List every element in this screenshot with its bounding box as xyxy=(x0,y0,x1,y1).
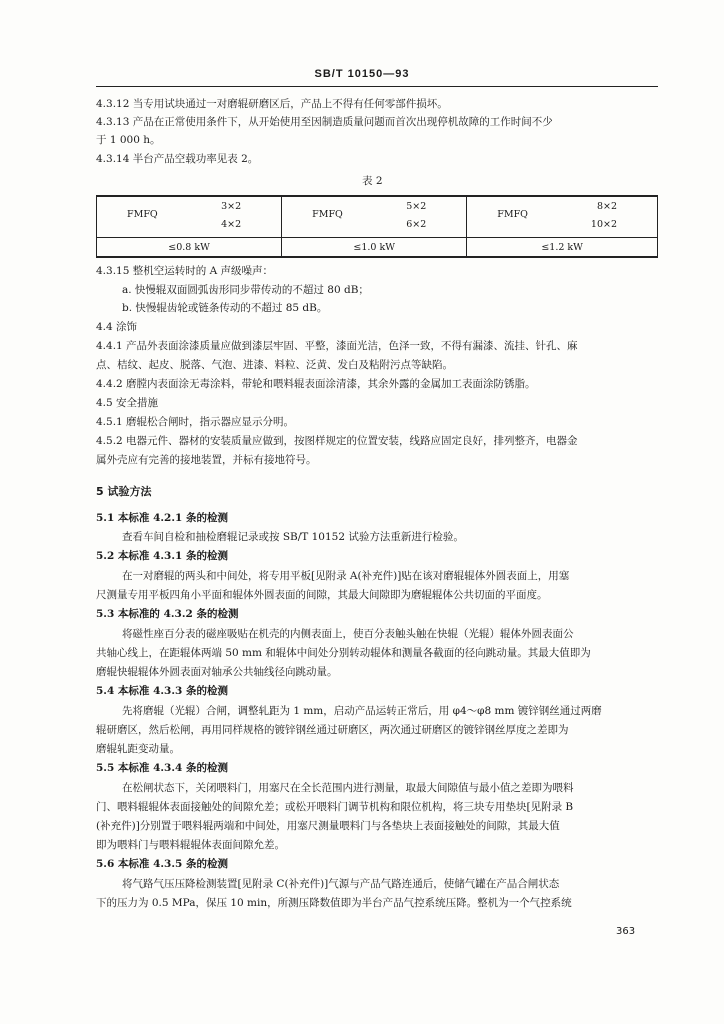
clause-5-4-text-1: 先将磨辊（光辊）合闸，调整轧距为 1 mm，启动产品运转正常后，用 φ4～φ8 mm 镀锌钢丝通过两磨 xyxy=(122,705,602,717)
clause-4-5-1: 4.5.1 磨辊松合闸时，指示器应显示分明。 xyxy=(96,416,295,428)
clause-4-3-12: 4.3.12 当专用试块通过一对磨辊研磨区后，产品上不得有任何零部件损坏。 xyxy=(96,98,448,110)
group-2-power: ≤1.0 kW xyxy=(282,238,467,258)
clause-4-3-15-b: b. 快慢辊齿轮或链条传动的不超过 85 dB。 xyxy=(122,302,328,314)
clause-5-5-text-3: (补充件)]分别置于喂料辊两端和中间处，用塞尺测量喂料门与各垫块上表面接触处的间隙，其最大值 xyxy=(96,820,560,832)
clause-4-4-1-cont: 点、桔纹、起皮、脱落、气泡、进漆、料粒、泛黄、发白及粘附污点等缺陷。 xyxy=(96,359,453,371)
group-2-size-2: 6×2 xyxy=(406,219,427,230)
section-4-5: 4.5 安全措施 xyxy=(96,397,159,409)
table-group-1 xyxy=(97,196,282,238)
group-1-power: ≤0.8 kW xyxy=(97,238,282,258)
clause-5-3-text-3: 磨辊快辊辊体外圆表面对轴承公共轴线径向跳动量。 xyxy=(96,666,338,678)
clause-5-4-text-3: 磨辊轧距变动量。 xyxy=(96,743,180,755)
clause-4-3-14: 4.3.14 半台产品空载功率见表 2。 xyxy=(96,153,259,165)
header-rule xyxy=(96,86,658,87)
clause-5-1-text: 查看车间自检和抽检磨辊记录或按 SB/T 10152 试验方法重新进行检验。 xyxy=(122,531,464,543)
page-header: SB/T 10150—93 xyxy=(314,68,410,80)
clause-5-5: 5.5 本标准 4.3.4 条的检测 xyxy=(96,762,228,774)
clause-4-3-15: 4.3.15 整机空运转时的 A 声级噪声： xyxy=(96,265,273,277)
clause-5-2-text-1: 在一对磨辊的两头和中间处，将专用平板[见附录 A(补充件)]贴在该对磨辊辊体外圆表面上，用塞 xyxy=(122,570,570,582)
clause-5-3-text-1: 将磁性座百分表的磁座吸贴在机壳的内侧表面上，使百分表触头触在快辊（光辊）辊体外圆表面公 xyxy=(122,628,574,640)
clause-5-3: 5.3 本标准的 4.3.2 条的检测 xyxy=(96,608,239,620)
clause-5-6-text-1: 将气路气压压降检测装置[见附录 C(补充件)]气源与产品气路连通后，使储气罐在产品合闸状态 xyxy=(122,878,560,890)
clause-5-6: 5.6 本标准 4.3.5 条的检测 xyxy=(96,858,228,870)
clause-5-1: 5.1 本标准 4.2.1 条的检测 xyxy=(96,512,228,524)
table-group-2 xyxy=(282,196,467,238)
group-3-size-1: 8×2 xyxy=(596,201,617,212)
clause-4-3-13-cont: 于 1 000 h。 xyxy=(96,134,161,146)
clause-4-3-15-a: a. 快慢辊双面圆弧齿形同步带传动的不超过 80 dB； xyxy=(122,284,369,296)
group-2-label: FMFQ xyxy=(312,209,343,220)
group-3-label: FMFQ xyxy=(497,209,528,220)
page-number: 363 xyxy=(616,926,636,937)
power-table xyxy=(96,195,658,258)
table-group-3 xyxy=(467,196,658,238)
clause-5-4-text-2: 辊研磨区，然后松闸，再用同样规格的镀锌钢丝通过研磨区，两次通过研磨区的镀锌钢丝厚度之差即为 xyxy=(96,724,569,736)
clause-5-5-text-1: 在松闸状态下，关闭喂料门，用塞尺在全长范围内进行测量，取最大间隙值与最小值之差即为喂料 xyxy=(122,782,574,794)
group-3-power: ≤1.2 kW xyxy=(467,238,658,258)
clause-4-5-2-cont: 属外壳应有完善的接地装置，并标有接地符号。 xyxy=(96,454,317,466)
clause-4-4-2: 4.4.2 磨膛内表面涂无毒涂料，带轮和喂料辊表面涂清漆，其余外露的金属加工表面涂防锈脂。 xyxy=(96,378,536,390)
clause-5-2: 5.2 本标准 4.3.1 条的检测 xyxy=(96,550,228,562)
group-3-size-2: 10×2 xyxy=(590,219,617,230)
clause-5-5-text-2: 门、喂料辊辊体表面接触处的间隙允差；或松开喂料门调节机构和限位机构，将三块专用垫块[见附录 B xyxy=(96,801,574,813)
clause-5-2-text-2: 尺测量专用平板四角小平面和辊体外圆表面的间隙，其最大间隙即为磨辊辊体公共切面的平面度。 xyxy=(96,589,548,601)
clause-4-5-2: 4.5.2 电器元件、器材的安装质量应做到，按图样规定的位置安装，线路应固定良好，排列整齐，电器金 xyxy=(96,435,578,447)
clause-5-6-text-2: 下的压力为 0.5 MPa，保压 10 min，所测压降数值即为半台产品气控系统压降。整机为一个气控系统 xyxy=(96,897,572,909)
clause-5-4: 5.4 本标准 4.3.3 条的检测 xyxy=(96,685,228,697)
group-1-size-1: 3×2 xyxy=(221,201,242,212)
section-5-heading: 5 试验方法 xyxy=(96,485,152,498)
clause-5-3-text-2: 共轴心线上，在距辊体两端 50 mm 和辊体中间处分别转动辊体和测量各截面的径向跳动量。其最大值即为 xyxy=(96,647,591,659)
section-4-4: 4.4 涂饰 xyxy=(96,321,138,333)
group-1-label: FMFQ xyxy=(127,209,158,220)
clause-4-3-13: 4.3.13 产品在正常使用条件下，从开始使用至因制造质量问题而首次出现停机故障的工作时间不少 xyxy=(96,116,553,128)
table-title: 表 2 xyxy=(362,175,383,187)
clause-5-5-text-4: 即为喂料门与喂料辊辊体表面间隙允差。 xyxy=(96,839,285,851)
group-1-size-2: 4×2 xyxy=(221,219,242,230)
clause-4-4-1: 4.4.1 产品外表面涂漆质量应做到漆层牢固、平整，漆面光洁，色泽一致，不得有漏漆、流挂、针孔、麻 xyxy=(96,340,578,352)
group-2-size-1: 5×2 xyxy=(406,201,427,212)
